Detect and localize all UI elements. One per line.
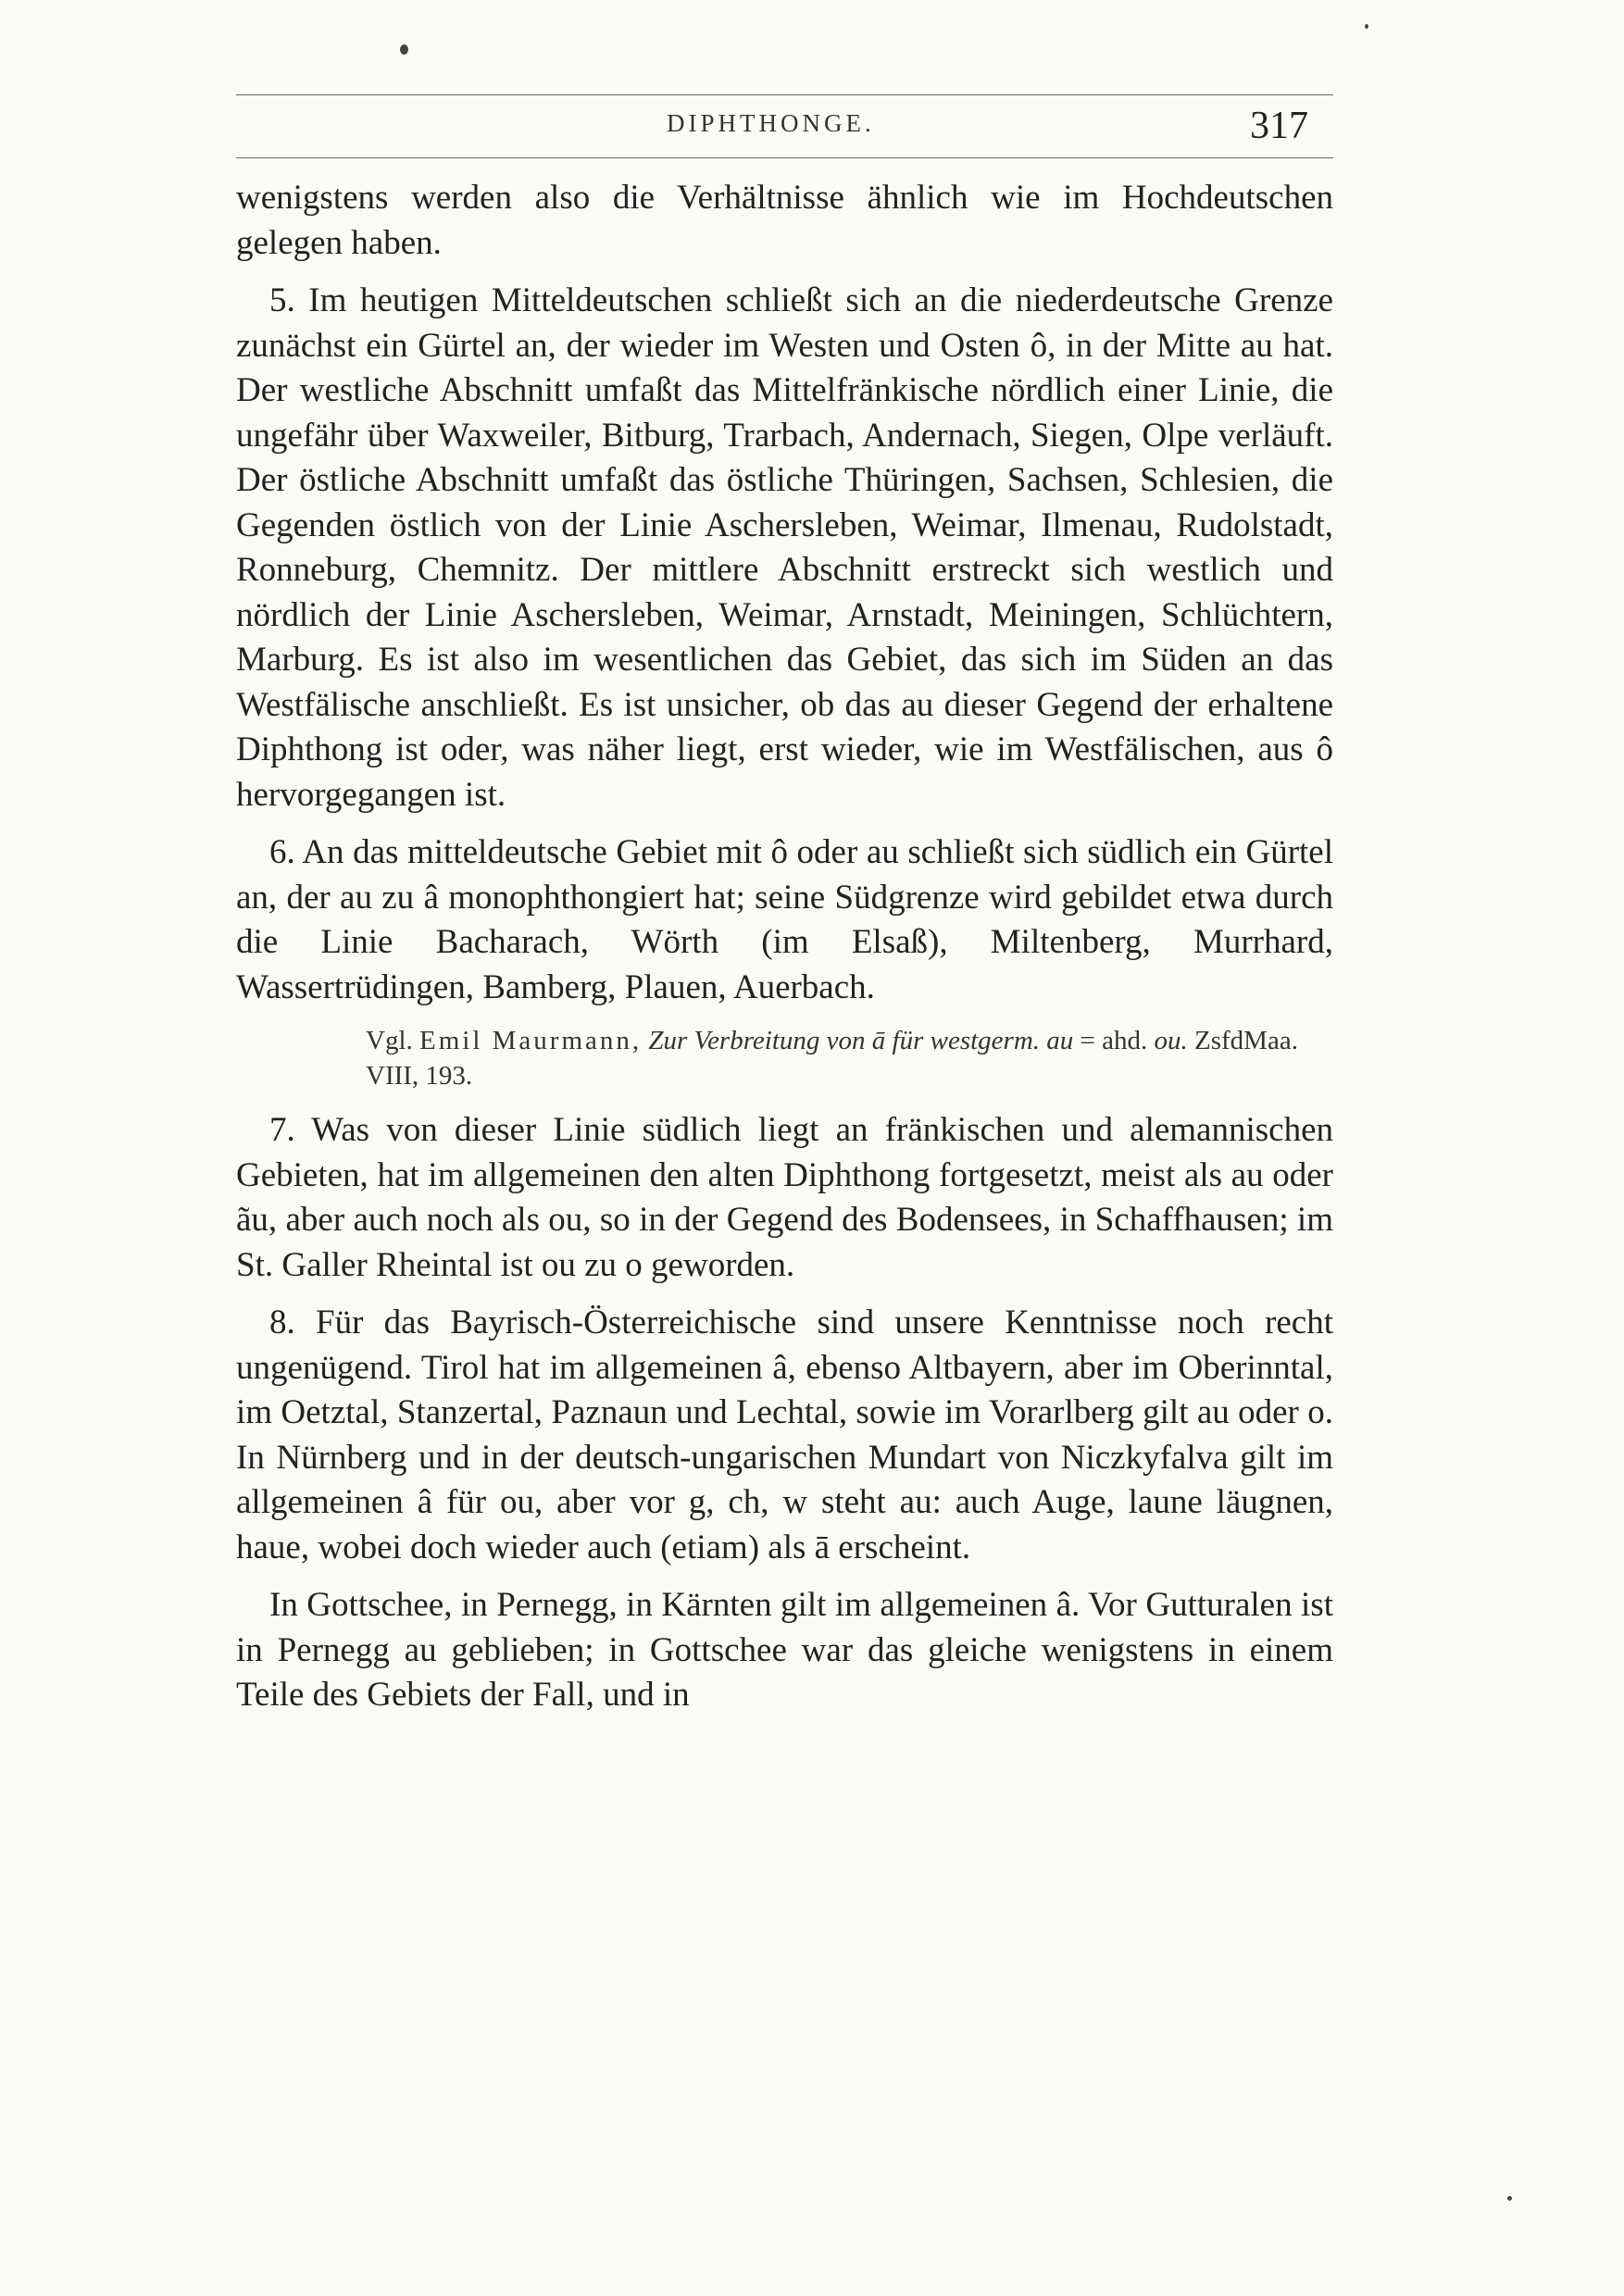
note-rest: ahd. bbox=[1102, 1026, 1148, 1055]
paragraph: wenigstens werden also die Verhältnisse ähnlich wie im Hochdeutschen gelegen haben. bbox=[236, 179, 1333, 262]
note-journal: ZsfdMaa. VIII, 193. bbox=[366, 1026, 1298, 1091]
page-number: 317 bbox=[1250, 105, 1308, 147]
header-rule-top bbox=[236, 94, 1333, 95]
header-rule-bottom bbox=[236, 157, 1333, 158]
paragraph: 6. An das mitteldeutsche Gebiet mit ô oder au schließt sich südlich ein Gürtel an, der au zu â monophthongiert hat; seine Südgrenze wird gebildet etwa durch die Linie Bacharach, Wörth (im Elsaß), Miltenberg, Murrhard, Wassertrüdingen, Bamberg, Plauen, Auerbach. bbox=[236, 833, 1333, 1006]
body-text bbox=[236, 176, 1333, 1731]
ink-dot bbox=[400, 44, 408, 55]
note-ou: ou. bbox=[1154, 1026, 1188, 1055]
footnote-reference bbox=[236, 1023, 1333, 1093]
ink-dot bbox=[1365, 24, 1368, 29]
paragraph: In Gottschee, in Pernegg, in Kärnten gilt im allgemeinen â. Vor Gutturalen ist in Pernegg au geblieben; in Gottschee war das gleiche wenigstens in einem Teile des Gebiets der Fall, und in bbox=[236, 1586, 1333, 1714]
paragraph: 8. Für das Bayrisch-Österreichische sind unsere Kenntnisse noch recht ungenügend. Tirol hat im allgemeinen â, ebenso Altbayern, aber im Oberinntal, im Oetztal, Stanzertal, Paznaun und Lechtal, sowie im Vorarlberg gilt au oder o. In Nürnberg und in der deutsch-ungarischen Mundart von Niczkyfalva gilt im allgemeinen â für ou, aber vor g, ch, w steht au: auch Auge, laune läugnen, haue, wobei doch wieder auch (etiam) als ā erscheint. bbox=[236, 1304, 1333, 1566]
paragraph: 5. Im heutigen Mitteldeutschen schließt sich an die niederdeutsche Grenze zunächst ein Gürtel an, der wieder im Westen und Osten ô, in der Mitte au hat. Der westliche Abschnitt umfaßt das Mittelfränkische nördlich einer Linie, die ungefähr über Waxweiler, Bitburg, Trarbach, Andernach, Siegen, Olpe verläuft. Der östliche Abschnitt umfaßt das östliche Thüringen, Sachsen, Schlesien, die Gegenden östlich von der Linie Aschersleben, Weimar, Ilmenau, Rudolstadt, Ronneburg, Chemnitz. Der mittlere Abschnitt erstreckt sich westlich und nördlich der Linie Aschersleben, Weimar, Arnstadt, Meiningen, Schlüchtern, Marburg. Es ist also im wesentlichen das Gebiet, das sich im Süden an das Westfälische anschließt. Es ist unsicher, ob das au dieser Gegend der erhaltene Diphthong ist oder, was näher liegt, erst wieder, wie im Westfälischen, aus ô hervorgegangen ist. bbox=[236, 281, 1333, 814]
paragraph: 7. Was von dieser Linie südlich liegt an fränkischen und alemannischen Gebieten, hat im allgemeinen den alten Diphthong fortgesetzt, meist als au oder ãu, aber auch noch als ou, so in der Gegend des Bodensees, in Schaffhausen; im St. Galler Rheintal ist ou zu o geworden. bbox=[236, 1111, 1333, 1284]
note-equals: = bbox=[1080, 1026, 1095, 1055]
running-head: DIPHTHONGE. bbox=[667, 109, 875, 137]
note-author: Emil Maurmann, bbox=[419, 1026, 643, 1055]
note-prefix: Vgl. bbox=[366, 1026, 413, 1055]
note-title: Zur Verbreitung von ā für westgerm. au bbox=[648, 1026, 1074, 1055]
ink-dot bbox=[1507, 2196, 1512, 2201]
